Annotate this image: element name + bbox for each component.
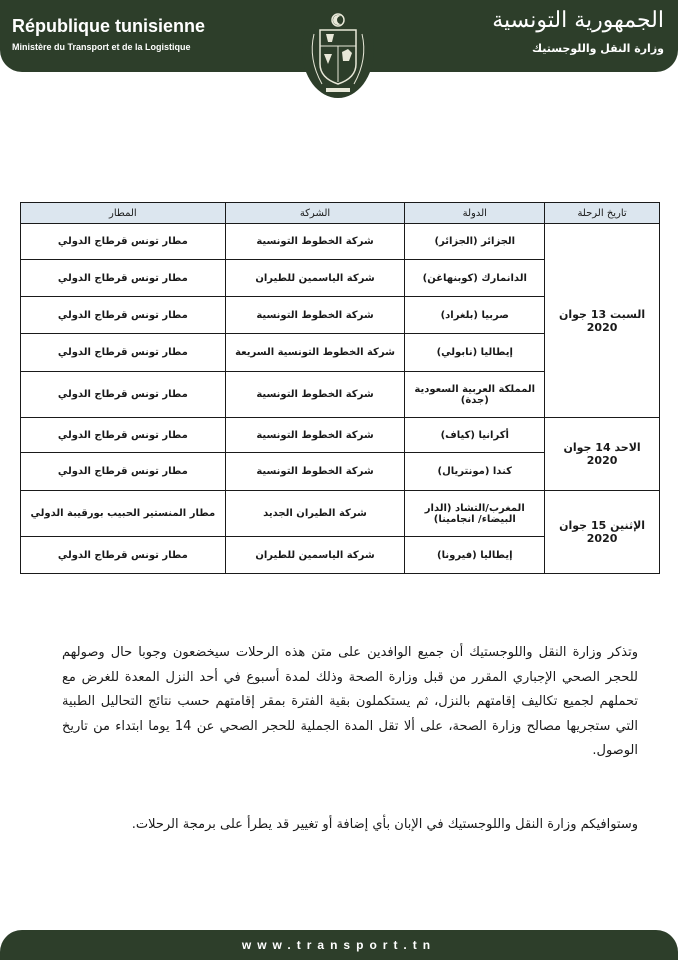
airport-cell: مطار تونس قرطاج الدولي <box>21 260 226 297</box>
airport-cell: مطار تونس قرطاج الدولي <box>21 372 226 418</box>
company-cell: شركة الخطوط التونسية <box>225 224 405 260</box>
company-cell: شركة الخطوط التونسية <box>225 418 405 453</box>
country-cell: المغرب/التشاد (الدار البيضاء/ انجامينا) <box>405 491 545 537</box>
table-row <box>21 491 660 537</box>
company-cell: شركة الخطوط التونسية <box>225 453 405 491</box>
country-cell: الدانمارك (كوبنهاغن) <box>405 260 545 297</box>
airport-cell: مطار تونس قرطاج الدولي <box>21 334 226 372</box>
header-company: الشركة <box>225 203 405 224</box>
country-cell: الجزائر (الجزائر) <box>405 224 545 260</box>
header-french-title: République tunisienne <box>12 16 206 36</box>
updates-paragraph: وستوافيكم وزارة النقل واللوجستيك في الإبان بأي إضافة أو تغيير قد يطرأ على برمجة الرحلات. <box>131 817 638 832</box>
company-cell: شركة الخطوط التونسية السريعة <box>225 334 405 372</box>
country-cell: إيطاليا (فيرونا) <box>405 537 545 574</box>
airport-cell: مطار المنستير الحبيب بورقيبة الدولي <box>21 491 226 537</box>
airport-cell: مطار تونس قرطاج الدولي <box>21 453 226 491</box>
date-cell: الإثنين 15 جوان 2020 <box>545 491 660 574</box>
date-cell: السبت 13 جوان 2020 <box>545 224 660 418</box>
country-cell: كندا (مونتريال) <box>405 453 545 491</box>
company-cell: شركة الياسمين للطيران <box>225 260 405 297</box>
airport-cell: مطار تونس قرطاج الدولي <box>21 297 226 334</box>
header-arabic-subtitle: وزارة النقل واللوجستيك <box>531 42 664 55</box>
country-cell: إيطاليا (نابولي) <box>405 334 545 372</box>
header-french-subtitle: Ministère du Transport et de la Logistique <box>12 42 191 52</box>
header-date: تاريخ الرحلة <box>545 203 660 224</box>
country-cell: صربيا (بلغراد) <box>405 297 545 334</box>
table-row <box>21 224 660 260</box>
country-cell: المملكة العربية السعودية (جدة) <box>405 372 545 418</box>
company-cell: شركة الياسمين للطيران <box>225 537 405 574</box>
airport-cell: مطار تونس قرطاج الدولي <box>21 418 226 453</box>
header-airport: المطار <box>21 203 226 224</box>
coat-of-arms-icon <box>300 4 376 102</box>
company-cell: شركة الخطوط التونسية <box>225 372 405 418</box>
date-cell: الاحد 14 جوان 2020 <box>545 418 660 491</box>
table-row <box>21 418 660 453</box>
footer-banner <box>0 930 678 960</box>
table-header-row <box>21 203 660 224</box>
airport-cell: مطار تونس قرطاج الدولي <box>21 224 226 260</box>
company-cell: شركة الطيران الجديد <box>225 491 405 537</box>
header-arabic-title: الجمهورية التونسية <box>492 8 664 33</box>
website-url: www.transport.tn <box>241 938 437 952</box>
header-country: الدولة <box>405 203 545 224</box>
flights-table <box>20 202 660 574</box>
airport-cell: مطار تونس قرطاج الدولي <box>21 537 226 574</box>
quarantine-paragraph: وتذكر وزارة النقل واللوجستيك أن جميع الوافدين على متن هذه الرحلات سيخضعون وجوبا حال وصولهم للحجر الصحي الإجباري المقرر من قبل وزارة الصحة وذلك لمدة أسبوع في أحد النزل المعدة للغرض مع تحملهم لجميع تكاليف إقامتهم بالنزل، ثم يستكملون بقية الفترة بمقر إقامتهم حسب نتائج التحاليل الطبية التي ستجريها مصالح وزارة الصحة، على ألا تقل المدة الجملية للحجر الصحي عن 14 يوما ابتداء من تاريخ الوصول. <box>62 645 638 758</box>
company-cell: شركة الخطوط التونسية <box>225 297 405 334</box>
country-cell: أكرانيا (كياف) <box>405 418 545 453</box>
